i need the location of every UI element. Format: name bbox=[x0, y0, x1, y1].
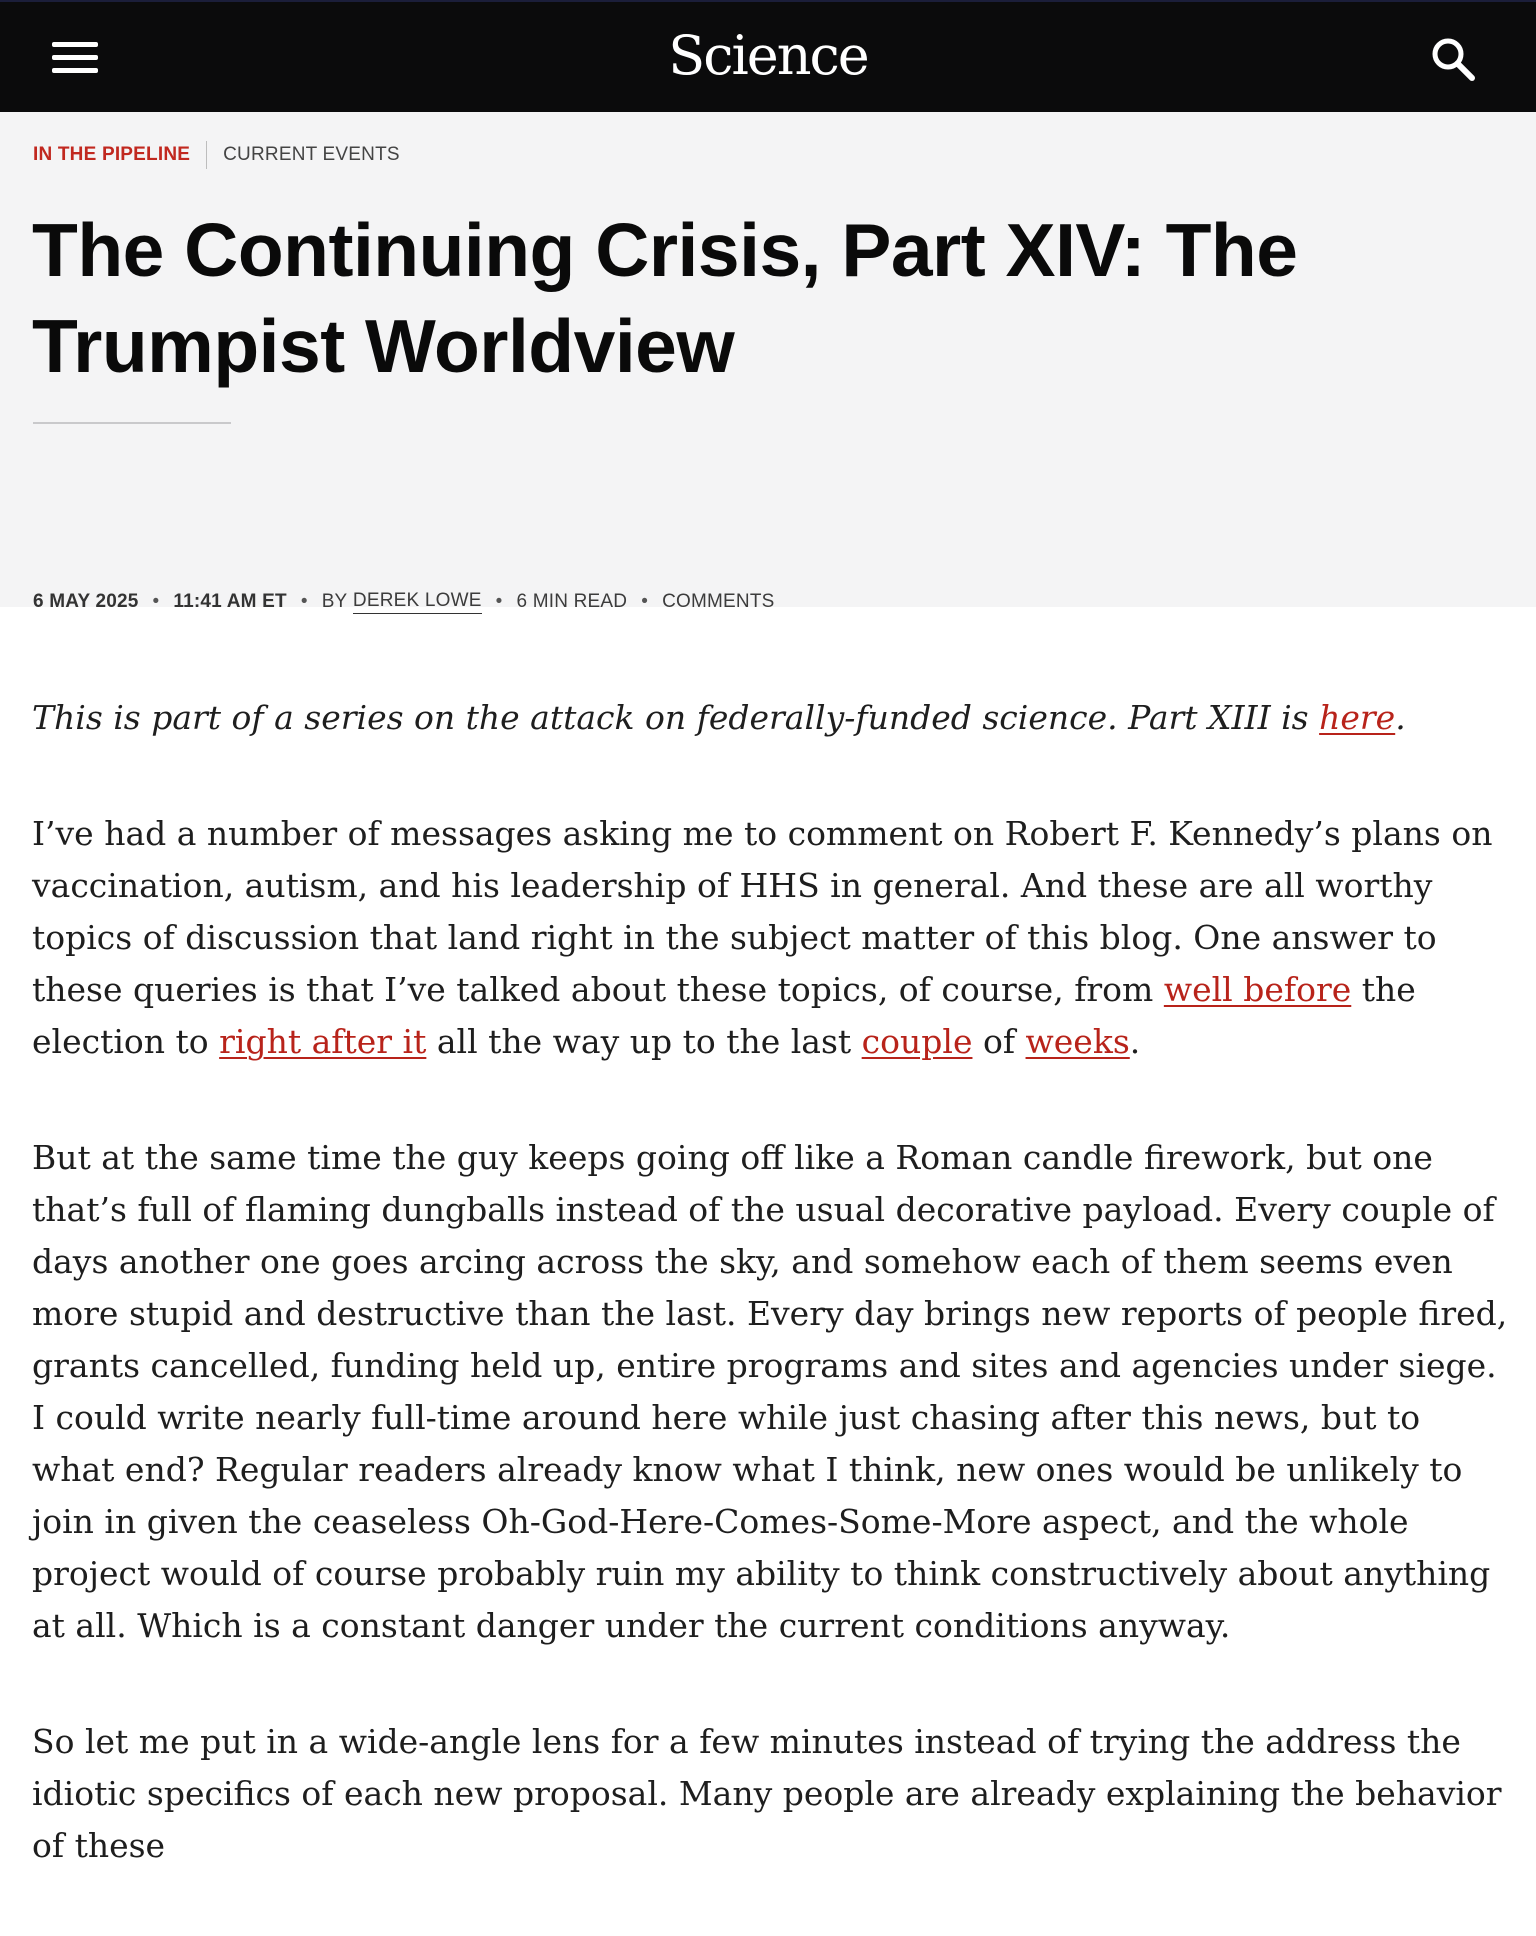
meta-separator: • bbox=[152, 591, 160, 612]
couple-link[interactable]: couple bbox=[861, 1022, 973, 1061]
article-title bbox=[32, 202, 1432, 394]
article-meta bbox=[33, 586, 775, 618]
meta-separator: • bbox=[495, 591, 503, 612]
paragraph-text: of bbox=[972, 1022, 1026, 1061]
article-title-line-2: Trumpist Worldview bbox=[32, 304, 735, 388]
series-note bbox=[32, 692, 1512, 744]
byline-prefix: BY bbox=[321, 591, 348, 612]
part-xiii-link[interactable]: here bbox=[1319, 698, 1396, 737]
publish-date: 6 MAY 2025 bbox=[33, 591, 139, 612]
series-note-text: This is part of a series on the attack on federally-funded science. Part XIII is bbox=[32, 698, 1320, 737]
article-header bbox=[0, 112, 1536, 612]
paragraph-3: So let me put in a wide-angle lens for a few minutes instead of trying the address the idiotic specifics of each new proposal. Many people are already explaining the behavior of these bbox=[32, 1722, 1502, 1865]
category-link[interactable]: CURRENT EVENTS bbox=[223, 144, 400, 165]
read-time: 6 MIN READ bbox=[516, 591, 628, 612]
publish-time: 11:41 AM ET bbox=[173, 591, 287, 612]
article-kicker bbox=[33, 140, 400, 170]
search-icon[interactable] bbox=[1428, 34, 1480, 86]
meta-separator: • bbox=[641, 591, 649, 612]
right-after-it-link[interactable]: right after it bbox=[219, 1022, 427, 1061]
paragraph-1 bbox=[32, 808, 1512, 1068]
title-divider bbox=[33, 422, 231, 424]
comments-link[interactable]: COMMENTS bbox=[662, 591, 775, 612]
blog-name-link[interactable]: IN THE PIPELINE bbox=[33, 144, 191, 165]
paragraph-text: all the way up to the last bbox=[426, 1022, 862, 1061]
site-header bbox=[0, 0, 1536, 112]
paragraph-text: I’ve had a number of messages asking me to comment on Robert F. Kennedy’s plans on vaccination, autism, and his leadership of HHS in general. And these are all worthy topics of discussion that land right in the subject matter of this blog. One answer to these queries is that I’ve talked about these topics, of course, from bbox=[32, 814, 1493, 1009]
paragraph-text: . bbox=[1129, 1022, 1141, 1061]
author-link[interactable]: DEREK LOWE bbox=[353, 590, 482, 614]
kicker-divider bbox=[206, 141, 207, 169]
paragraph-2: But at the same time the guy keeps going off like a Roman candle firework, but one that’s full of flaming dungballs instead of the usual decorative payload. Every couple of days another one goes arcing across the sky, and somehow each of them seems even more stupid and destructive than the last. Every day brings new reports of people fired, grants cancelled, funding held up, entire programs and sites and agencies under siege. I could write nearly full-time around here while just chasing after this news, but to what end? Regular readers already know what I think, new ones would be unlikely to join in given the ceaseless Oh-God-Here-Comes-Some-More aspect, and the whole project would of course probably ruin my ability to think constructively about anything at all. Which is a constant danger under the current conditions anyway. bbox=[32, 1138, 1508, 1645]
article-title-line-1: The Continuing Crisis, Part XIV: The bbox=[32, 208, 1298, 292]
well-before-link[interactable]: well before bbox=[1163, 970, 1352, 1009]
series-note-period: . bbox=[1395, 698, 1406, 737]
paragraph-text: the election to bbox=[32, 970, 1416, 1061]
science-logo[interactable]: Science bbox=[668, 24, 868, 87]
article-body bbox=[32, 692, 1512, 1936]
meta-separator: • bbox=[300, 591, 308, 612]
weeks-link[interactable]: weeks bbox=[1025, 1022, 1130, 1061]
